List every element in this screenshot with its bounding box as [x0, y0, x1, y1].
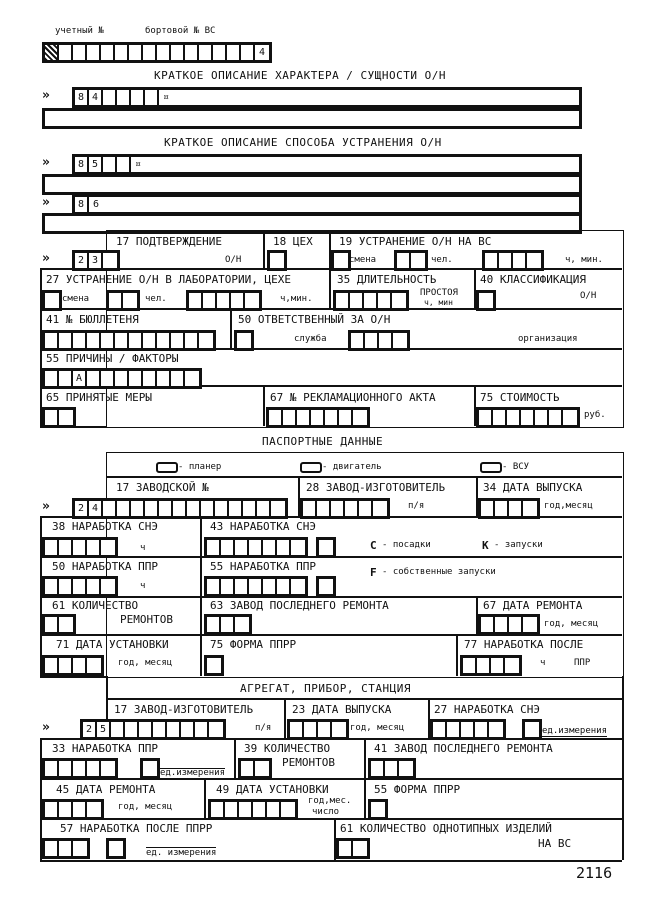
page-number: 2116 [576, 864, 613, 882]
field18-label: 18 ЦЕХ [273, 235, 313, 248]
field35-label: 35 ДЛИТЕЛЬНОСТЬ [337, 273, 437, 286]
field27-label: 27 УСТРАНЕНИЕ О/Н В ЛАБОРАТОРИИ, ЦЕХЕ [46, 273, 292, 286]
agg-field27-label: 27 НАРАБОТКА СНЭ [434, 703, 540, 716]
field67-label: 67 № РЕКЛАМАЦИОННОГО АКТА [270, 391, 436, 404]
arrow-icon: » [42, 195, 47, 210]
field41-label: 41 № БЮЛЛЕТЕНЯ [46, 313, 139, 326]
arrow-icon: » [42, 155, 47, 170]
field75-label: 75 СТОИМОСТЬ [480, 391, 560, 404]
field19-label: 19 УСТРАНЕНИЕ О/Н НА ВС [339, 235, 492, 248]
account-cells[interactable]: 4 [42, 42, 272, 63]
agg-field41-label: 41 ЗАВОД ПОСЛЕДНЕГО РЕМОНТА [374, 742, 553, 755]
section2-title: КРАТКОЕ ОПИСАНИЕ СПОСОБА УСТРАНЕНИЯ О/Н [164, 136, 442, 149]
field67-label: 67 ДАТА РЕМОНТА [483, 599, 583, 612]
field55-label: 55 НАРАБОТКА ППР [210, 560, 316, 573]
passport-title: ПАСПОРТНЫЕ ДАННЫЕ [262, 435, 384, 448]
arrow-icon: » [42, 88, 47, 103]
section2-row86[interactable]: 8 6 [72, 194, 582, 215]
section2-row85[interactable]: 8 5 ¤ [72, 154, 582, 175]
agg-field57-label: 57 НАРАБОТКА ПОСЛЕ ППРР [60, 822, 213, 835]
agg-field61-label: 61 КОЛИЧЕСТВО ОДНОТИПНЫХ ИЗДЕЛИЙ [340, 822, 552, 835]
block1-code[interactable]: 2 3 [72, 250, 120, 271]
field71-label: 71 ДАТА УСТАНОВКИ [56, 638, 169, 651]
agg-field23-label: 23 ДАТА ВЫПУСКА [292, 703, 392, 716]
field50-label: 50 НАРАБОТКА ППР [52, 560, 158, 573]
arrow-icon: » [42, 499, 47, 514]
release-date-label: 34 ДАТА ВЫПУСКА [483, 481, 583, 494]
field17-label: 17 ПОДТВЕРЖДЕНИЕ [116, 235, 222, 248]
field55-label: 55 ПРИЧИНЫ / ФАКТОРЫ [46, 352, 179, 365]
section1-row2[interactable] [42, 108, 582, 129]
account-no-label: учетный № [55, 26, 104, 36]
field40-label: 40 КЛАССИФИКАЦИЯ [480, 273, 586, 286]
field65-label: 65 ПРИНЯТЫЕ МЕРЫ [46, 391, 152, 404]
serial-no-label: 17 ЗАВОДСКОЙ № [116, 481, 209, 494]
legend-airframe-icon [156, 462, 178, 473]
passport-code[interactable]: 2 4 [72, 498, 288, 519]
board-no-label: бортовой № ВС [145, 26, 216, 36]
agg-field17-label: 17 ЗАВОД-ИЗГОТОВИТЕЛЬ [114, 703, 254, 716]
legend-apu-icon [480, 462, 502, 473]
arrow-icon: » [42, 251, 47, 266]
legend-engine-icon [300, 462, 322, 473]
field63-label: 63 ЗАВОД ПОСЛЕДНЕГО РЕМОНТА [210, 599, 389, 612]
field50-label: 50 ОТВЕТСТВЕННЫЙ ЗА О/Н [238, 313, 391, 326]
section2-row2[interactable] [42, 174, 582, 195]
agg-field33-label: 33 НАРАБОТКА ППР [52, 742, 158, 755]
agg-field39-label: 39 КОЛИЧЕСТВО [244, 742, 331, 755]
agg-field45-label: 45 ДАТА РЕМОНТА [56, 783, 156, 796]
agg-field55-label: 55 ФОРМА ППРР [374, 783, 461, 796]
manufacturer-label: 28 ЗАВОД-ИЗГОТОВИТЕЛЬ [306, 481, 446, 494]
section1-row1[interactable]: 8 4 ¤ [72, 87, 582, 108]
aggregate-code[interactable]: 2 5 [80, 719, 226, 740]
field43-label: 43 НАРАБОТКА СНЭ [210, 520, 316, 533]
field77-label: 77 НАРАБОТКА ПОСЛЕ [464, 638, 584, 651]
field75-label: 75 ФОРМА ППРР [210, 638, 297, 651]
field38-label: 38 НАРАБОТКА СНЭ [52, 520, 158, 533]
section1-title: КРАТКОЕ ОПИСАНИЕ ХАРАКТЕРА / СУЩНОСТИ О/Н [154, 69, 447, 82]
agg-field49-label: 49 ДАТА УСТАНОВКИ [216, 783, 329, 796]
field61-label: 61 КОЛИЧЕСТВО [52, 599, 139, 612]
aggregate-title: АГРЕГАТ, ПРИБОР, СТАНЦИЯ [240, 682, 411, 695]
arrow-icon: » [42, 720, 47, 735]
